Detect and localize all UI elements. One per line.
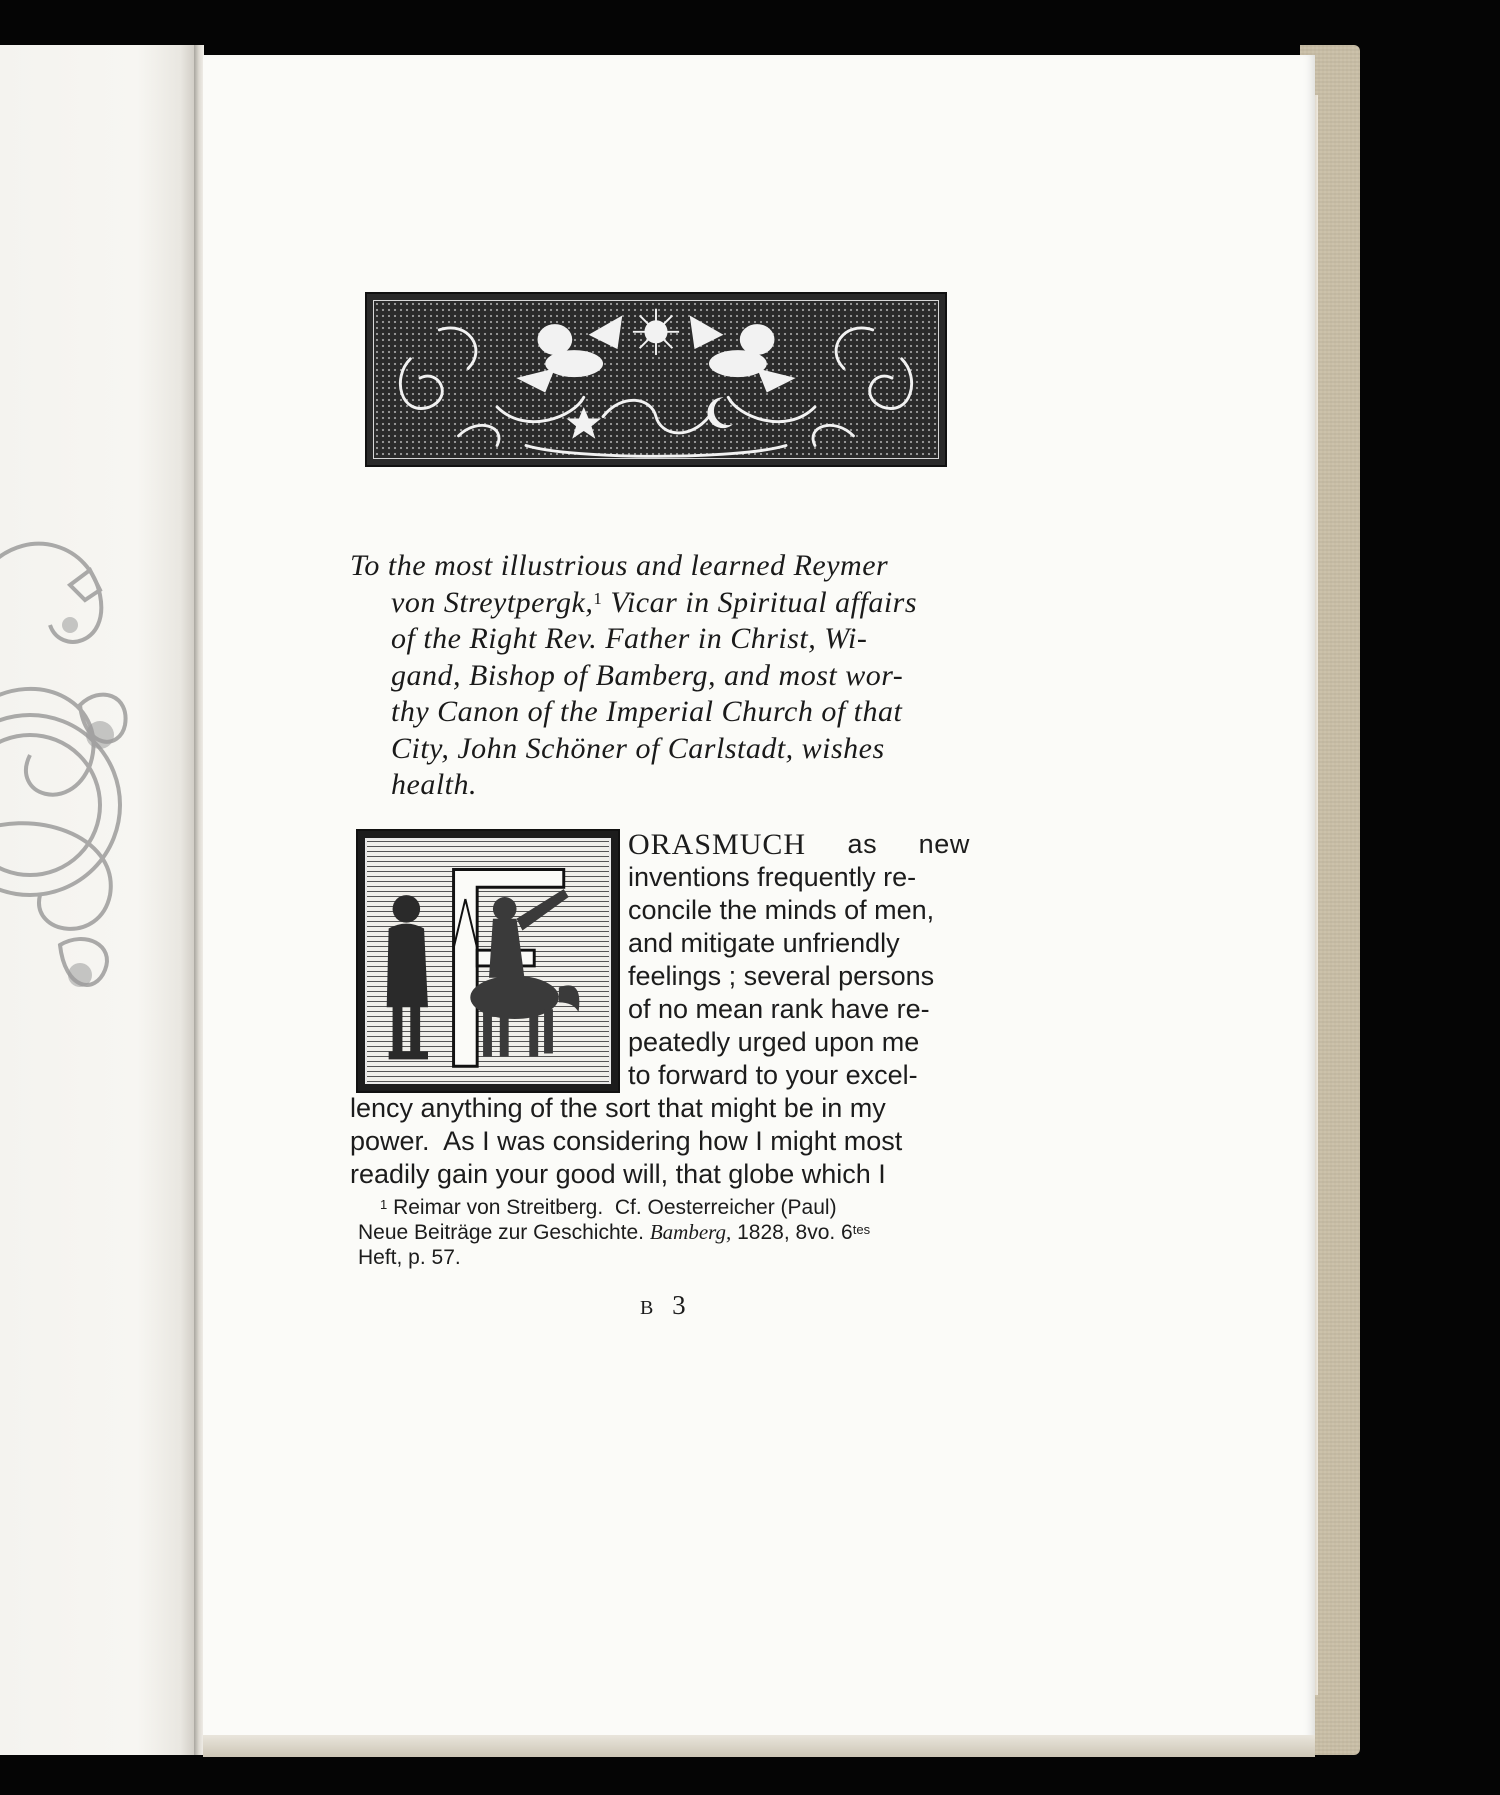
body-line-2 xyxy=(628,861,970,894)
dedication-line-5: thy Canon of the Imperial Church of that xyxy=(391,695,903,728)
headpiece-figures xyxy=(374,301,938,458)
dedication-line-4: gand, Bishop of Bamberg, and most wor- xyxy=(391,658,904,692)
footnote-line-2a: Neue Beiträge zur Geschichte. xyxy=(358,1221,650,1244)
woodcut-headpiece xyxy=(365,292,947,467)
footnote-line-1-text: Reimar von Streitberg. Cf. Oesterreicher (Paul) xyxy=(393,1196,837,1219)
dedication-line-6: City, John Schöner of Carlstadt, wishes xyxy=(391,731,885,765)
signature-letter: B xyxy=(640,1297,660,1319)
body-line-4-text: and mitigate unfriendly xyxy=(628,928,900,958)
body-line-5 xyxy=(628,960,970,993)
body-line-11 xyxy=(350,1158,970,1191)
dedication-line-2b: Vicar in Spiritual affairs xyxy=(602,585,918,619)
body-line-6-text: of no mean rank have re- xyxy=(628,994,930,1024)
dedication-heading xyxy=(350,548,970,804)
body-line-3 xyxy=(628,894,970,927)
footnote-line-2 xyxy=(358,1220,970,1245)
footnote-line-3: Heft, p. 57. xyxy=(358,1246,461,1269)
body-line-1 xyxy=(628,828,970,861)
footnote-marker: 1 xyxy=(380,1197,388,1212)
dedication-line-2 xyxy=(350,585,970,622)
footnote-reference: 1 xyxy=(593,588,603,608)
footnote xyxy=(358,1195,970,1270)
left-facing-page xyxy=(0,45,196,1755)
body-line-7 xyxy=(628,1026,970,1059)
headpiece-stipple xyxy=(373,300,939,459)
body-line-2-text: inventions frequently re- xyxy=(628,862,917,892)
body-line-11-text: readily gain your good will, that globe which I xyxy=(350,1159,886,1189)
body-line-3-text: concile the minds of men, xyxy=(628,895,935,925)
left-page-ornament xyxy=(0,505,150,1025)
footnote-line-2b: 1828, 8vo. 6 xyxy=(731,1221,853,1244)
body-line-5-text: feelings ; several persons xyxy=(628,961,935,991)
body-line-6 xyxy=(628,993,970,1026)
dedication-line-7: health. xyxy=(391,768,477,801)
body-line-9 xyxy=(350,1092,970,1125)
body-line-10 xyxy=(350,1125,970,1158)
dedication-line-1: To the most illustrious and learned Reymer xyxy=(350,549,889,582)
dedication-line-2a: von Streytpergk, xyxy=(391,585,594,619)
body-line-8-text: to forward to your excel- xyxy=(628,1060,918,1090)
body-text xyxy=(350,828,970,1191)
signature-number: 3 xyxy=(672,1290,692,1320)
signature-mark xyxy=(640,1290,692,1321)
body-line-1-word-a: as xyxy=(847,829,878,859)
body-line-9-text: lency anything of the sort that might be in my xyxy=(350,1093,886,1123)
footnote-line-1 xyxy=(358,1195,970,1220)
body-line-7-text: peatedly urged upon me xyxy=(628,1027,920,1057)
footnote-place: Bamberg, xyxy=(649,1220,732,1244)
body-line-10-text: power. As I was considering how I might most xyxy=(350,1126,903,1156)
body-line-1-word-b: new xyxy=(918,829,970,859)
body-line-4 xyxy=(628,927,970,960)
footnote-superscript: tes xyxy=(852,1222,871,1237)
page-bottom-edge xyxy=(203,1735,1315,1757)
dedication-line-3: of the Right Rev. Father in Christ, Wi- xyxy=(391,622,868,655)
body-opening-word: ORASMUCH xyxy=(628,828,807,861)
body-line-8 xyxy=(628,1059,970,1092)
